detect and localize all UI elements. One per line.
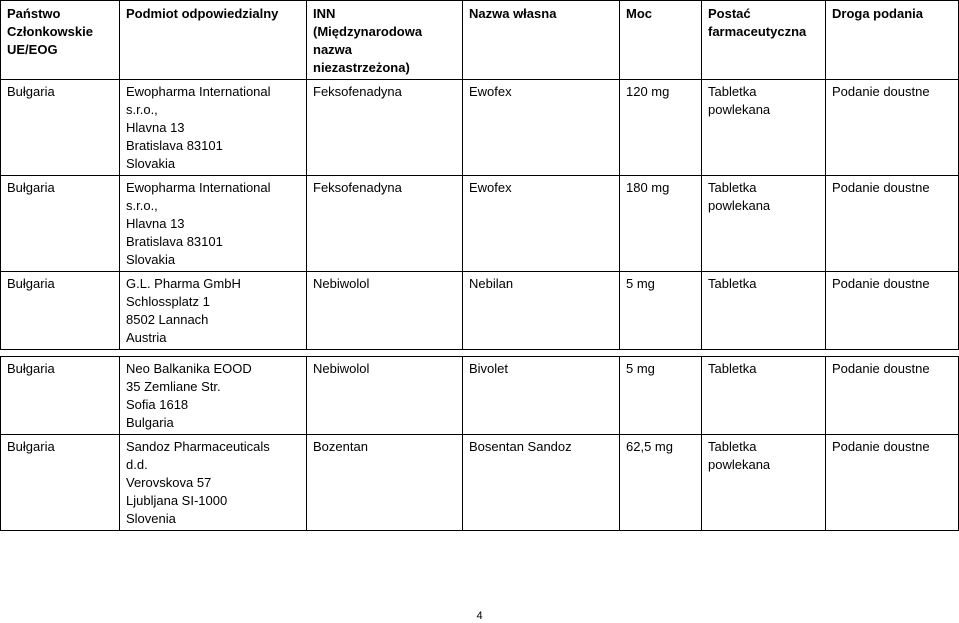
cell-inn: Bozentan [307,435,463,531]
header-member-state: Państwo Członkowskie UE/EOG [1,1,120,80]
cell-inn: Nebiwolol [307,357,463,435]
header-invented-name: Nazwa własna [463,1,620,80]
spacer-cell [1,350,959,357]
table-row [1,272,959,350]
cell-invented-name: Ewofex [463,80,620,176]
cell-strength: 120 mg [620,80,702,176]
table-row [1,435,959,531]
page-number: 4 [476,610,483,622]
cell-invented-name: Ewofex [463,176,620,272]
table-row [1,176,959,272]
cell-member-state: Bułgaria [1,357,120,435]
cell-pharmaceutical-form: Tabletka [702,357,826,435]
header-route-of-administration: Droga podania [826,1,959,80]
cell-route-of-administration: Podanie doustne [826,80,959,176]
table-row [1,80,959,176]
cell-member-state: Bułgaria [1,176,120,272]
cell-member-state: Bułgaria [1,435,120,531]
cell-strength: 180 mg [620,176,702,272]
cell-strength: 5 mg [620,272,702,350]
cell-route-of-administration: Podanie doustne [826,435,959,531]
header-inn: INN (Międzynarodowa nazwa niezastrzeżona) [307,1,463,80]
cell-marketing-authorisation-holder: Neo Balkanika EOOD 35 Zemliane Str. Sofia 1618 Bulgaria [120,357,307,435]
cell-invented-name: Bivolet [463,357,620,435]
cell-pharmaceutical-form: Tabletka powlekana [702,176,826,272]
cell-marketing-authorisation-holder: Ewopharma International s.r.o., Hlavna 13 Bratislava 83101 Slovakia [120,176,307,272]
cell-pharmaceutical-form: Tabletka powlekana [702,435,826,531]
cell-member-state: Bułgaria [1,272,120,350]
cell-strength: 5 mg [620,357,702,435]
cell-invented-name: Bosentan Sandoz [463,435,620,531]
cell-marketing-authorisation-holder: G.L. Pharma GmbH Schlossplatz 1 8502 Lannach Austria [120,272,307,350]
cell-invented-name: Nebilan [463,272,620,350]
cell-route-of-administration: Podanie doustne [826,357,959,435]
cell-inn: Feksofenadyna [307,176,463,272]
header-pharmaceutical-form: Postać farmaceutyczna [702,1,826,80]
cell-marketing-authorisation-holder: Ewopharma International s.r.o., Hlavna 13 Bratislava 83101 Slovakia [120,80,307,176]
header-marketing-authorisation-holder: Podmiot odpowiedzialny [120,1,307,80]
cell-route-of-administration: Podanie doustne [826,176,959,272]
cell-pharmaceutical-form: Tabletka [702,272,826,350]
table-row [1,357,959,435]
cell-marketing-authorisation-holder: Sandoz Pharmaceuticals d.d. Verovskova 57 Ljubljana SI-1000 Slovenia [120,435,307,531]
cell-inn: Feksofenadyna [307,80,463,176]
header-strength: Moc [620,1,702,80]
table-header-row [1,1,959,80]
cell-pharmaceutical-form: Tabletka powlekana [702,80,826,176]
table-spacer-row [1,350,959,357]
cell-strength: 62,5 mg [620,435,702,531]
cell-route-of-administration: Podanie doustne [826,272,959,350]
cell-inn: Nebiwolol [307,272,463,350]
cell-member-state: Bułgaria [1,80,120,176]
